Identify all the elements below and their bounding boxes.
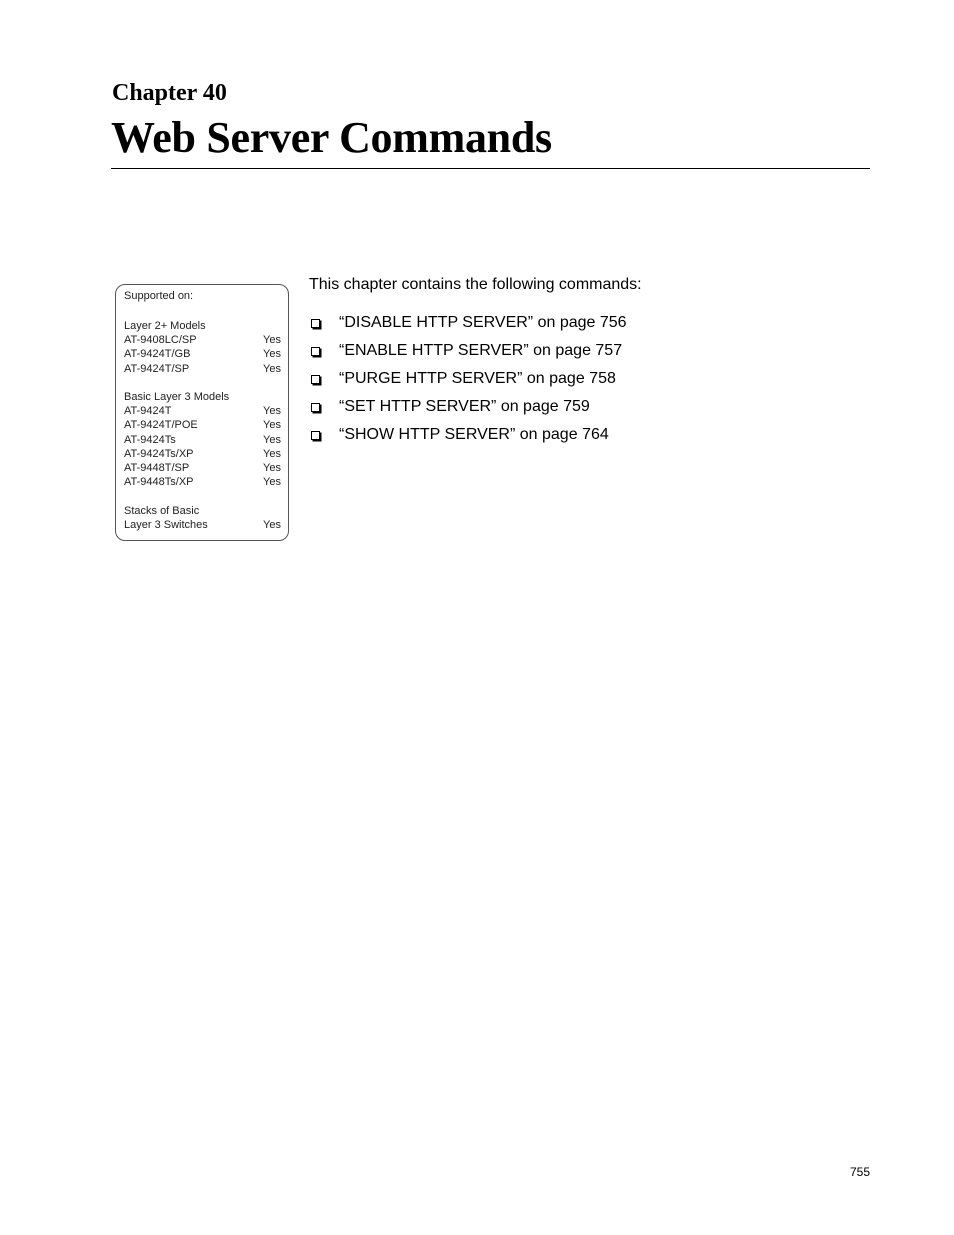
model-name: AT-9424T/GB <box>124 348 191 361</box>
list-item <box>309 424 627 452</box>
model-name: AT-9424T/SP <box>124 362 190 375</box>
command-link[interactable]: “SHOW HTTP SERVER” on page 764 <box>339 426 609 443</box>
support-row <box>124 404 281 418</box>
model-name: AT-9448T/SP <box>124 461 190 474</box>
command-list <box>309 312 627 452</box>
list-item <box>309 340 627 368</box>
support-group-title: Stacks of Basic <box>124 505 200 517</box>
title-divider <box>111 168 870 169</box>
support-row <box>124 475 281 489</box>
support-value: Yes <box>263 405 281 418</box>
page-number: 755 <box>850 1165 871 1179</box>
checkbox-bullet-icon <box>311 347 320 356</box>
support-group-layer2 <box>124 319 281 376</box>
checkbox-bullet-icon <box>311 375 320 384</box>
support-row <box>124 362 281 376</box>
command-link[interactable]: “PURGE HTTP SERVER” on page 758 <box>339 370 616 387</box>
support-value: Yes <box>263 362 281 375</box>
checkbox-bullet-icon <box>311 319 320 328</box>
command-link[interactable]: “ENABLE HTTP SERVER” on page 757 <box>339 342 623 359</box>
support-value: Yes <box>263 519 281 532</box>
list-item <box>309 396 627 424</box>
support-group-basic-layer3 <box>124 390 281 489</box>
support-value: Yes <box>263 419 281 432</box>
support-row <box>124 518 281 532</box>
model-name: AT-9424Ts <box>124 433 176 446</box>
intro-text: This chapter contains the following commands: <box>309 276 642 293</box>
support-value: Yes <box>263 461 281 474</box>
support-value: Yes <box>263 476 281 489</box>
model-name: AT-9424Ts/XP <box>124 447 194 460</box>
support-row <box>124 333 281 347</box>
model-name: AT-9448Ts/XP <box>124 476 194 489</box>
model-name: AT-9424T/POE <box>124 419 198 432</box>
support-value: Yes <box>263 348 281 361</box>
support-value: Yes <box>263 334 281 347</box>
model-name: AT-9424T <box>124 405 172 418</box>
checkbox-bullet-icon <box>311 431 320 440</box>
chapter-label: Chapter 40 <box>112 80 227 106</box>
support-value: Yes <box>263 447 281 460</box>
support-group-title: Basic Layer 3 Models <box>124 391 230 403</box>
support-row <box>124 347 281 361</box>
supported-on-header: Supported on: <box>124 290 194 302</box>
list-item <box>309 312 627 340</box>
page-title: Web Server Commands <box>111 113 552 162</box>
model-name: Layer 3 Switches <box>124 519 208 532</box>
command-link[interactable]: “DISABLE HTTP SERVER” on page 756 <box>339 314 627 331</box>
checkbox-bullet-icon <box>311 403 320 412</box>
support-value: Yes <box>263 433 281 446</box>
support-row <box>124 433 281 447</box>
support-row <box>124 447 281 461</box>
support-group-title: Layer 2+ Models <box>124 320 206 332</box>
list-item <box>309 368 627 396</box>
model-name: AT-9408LC/SP <box>124 334 197 347</box>
support-row <box>124 461 281 475</box>
command-link[interactable]: “SET HTTP SERVER” on page 759 <box>339 398 590 415</box>
supported-on-box <box>115 284 289 541</box>
support-group-stacks <box>124 504 281 532</box>
support-row <box>124 418 281 432</box>
